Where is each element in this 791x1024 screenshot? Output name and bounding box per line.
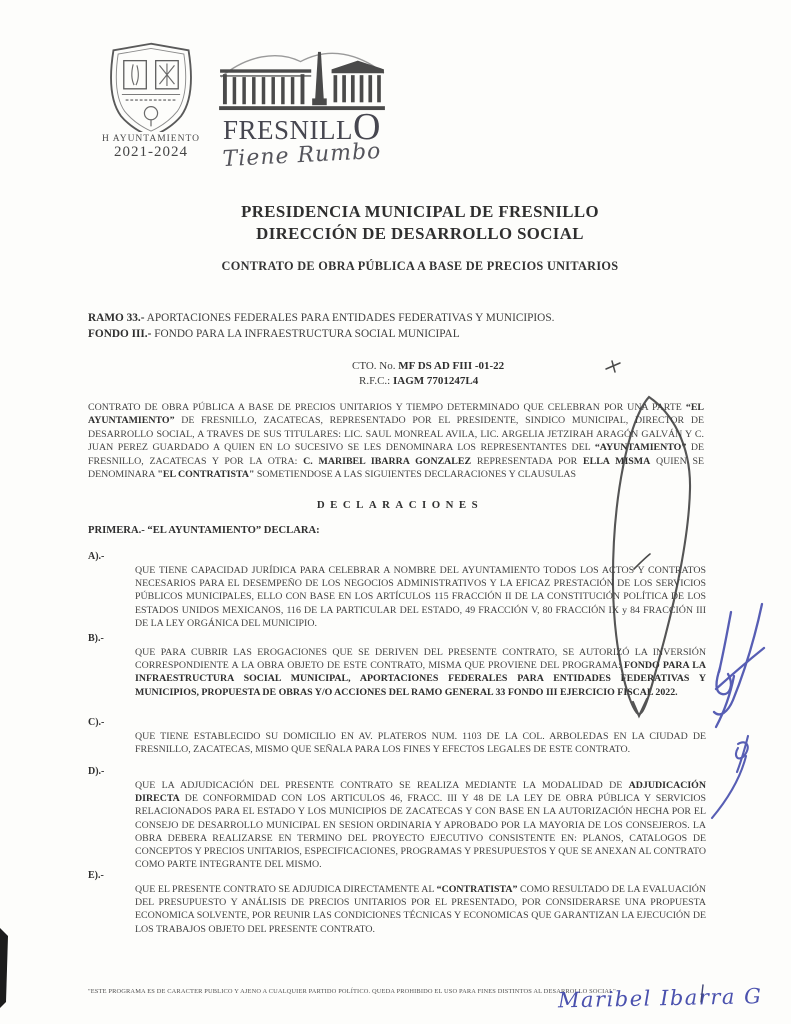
section-text — [135, 564, 706, 630]
declaration-section-a — [88, 551, 706, 630]
section-text-pre: QUE PARA CUBRIR LAS EROGACIONES QUE SE DERIVEN DEL PRESENTE CONTRATO, SE AUTORIZÓ LA INVERSIÓN CORRESPONDIENTE A LA OBRA OBJETO DE ESTE CONTRATO, MISMA QUE PROVIENE DEL PROGRAMA: — [135, 647, 706, 672]
intro-seg: CONTRATO DE OBRA PÚBLICA A BASE DE PRECIOS UNITARIOS Y TIEMPO DETERMINADO QUE CELEBRAN POR UNA PARTE — [88, 402, 686, 413]
blue-ink-paraph — [714, 604, 764, 727]
pen-squiggle-mark — [606, 361, 620, 372]
declaration-section-e — [88, 870, 706, 936]
section-text — [135, 779, 706, 871]
fondo-line — [88, 327, 710, 343]
section-text-pre: QUE LA ADJUDICACIÓN DEL PRESENTE CONTRATO SE REALIZA MEDIANTE LA MODALIDAD DE — [135, 780, 629, 791]
contract-number-value: MF DS AD FIII -01-22 — [398, 360, 505, 372]
municipal-crest — [92, 40, 210, 161]
intro-seg: REPRESENTADA POR — [471, 455, 584, 467]
rfc-label: R.F.C.: — [359, 374, 393, 387]
scan-artifact-left-edge — [0, 928, 8, 1008]
declaration-section-d — [88, 766, 706, 871]
party-ayuntamiento-2: “AYUNTAMIENTO” — [594, 442, 687, 454]
section-label: B).- — [88, 633, 104, 644]
section-label: D).- — [88, 766, 105, 777]
section-text — [135, 646, 706, 699]
intro-paragraph — [88, 401, 704, 481]
declarations-heading: DECLARACIONES — [316, 499, 484, 511]
section-label: C).- — [88, 717, 105, 728]
monument-icon — [216, 48, 388, 112]
primera-heading: PRIMERA.- “EL AYUNTAMIENTO” DECLARA: — [88, 525, 320, 536]
title-line-1: PRESIDENCIA MUNICIPAL DE FRESNILLO — [241, 202, 599, 221]
contract-number-line — [352, 359, 504, 374]
page-title — [85, 201, 755, 244]
section-text-post: DE CONFORMIDAD CON LOS ARTICULOS 46, FRACC. III Y 48 DE LA LEY DE OBRA PÚBLICA Y SERVICIOS RELACIONADOS PARA EL ESTADO Y LOS MUNICIPIOS DE ZACATECAS Y CON BASE EN LA AUTORIZACIÓN HECHA POR EL CONSEJO DE DESARROLLO MUNICIPAL EN SESION ORDINARIA Y APROBADO POR LA MAYORIA DE LOS CONSEJEROS. LA OBRA DEBERA REALIZARSE EN TERMINO DEL PROYECTO EJECUTIVO CONSISTENTE EN: PLANOS, CATALOGOS DE CONCEPTOS Y PRECIOS UNITARIOS, ESPECIFICACIONES, PROGRAMAS Y PRESUPUESTOS Y QUE SE ANEXAN AL CONTRATO COMO PARTE INTEGRANTE DEL MISMO. — [135, 793, 706, 871]
intro-seg: QUIEN SE DENOMINARA — [88, 455, 705, 481]
section-text-post: COMO RESULTADO DE LA EVALUACIÓN DEL PRESUPUESTO Y ANÁLISIS DE PRECIOS UNITARIOS POR EL PRESENTADO, POR CONSIDERARSE UNA PROPUESTA ECONOMICA SOLVENTE, POR REUNIR LAS CONDICIONES TÉCNICAS Y ECONOMICAS QUE GARANTIZAN LA EJECUCIÓN DE LOS TRABAJOS OBJETO DEL PRESENTE CONTRATO. — [135, 884, 706, 935]
ramo-line — [88, 311, 710, 327]
section-text-bold: “CONTRATISTA” — [436, 884, 518, 895]
ramo-label: RAMO 33.- — [88, 312, 145, 324]
party-contratista: "EL CONTRATISTA" — [157, 469, 255, 481]
contract-reference — [352, 359, 504, 389]
intro-bold: ELLA MISMA — [583, 455, 651, 467]
section-label: E).- — [88, 870, 104, 881]
brand-tagline: Tiene Rumbo — [222, 138, 382, 173]
contract-subtitle: CONTRATO DE OBRA PÚBLICA A BASE DE PRECIOS UNITARIOS — [221, 259, 619, 273]
declaration-section-b — [88, 633, 706, 699]
brand-name-head: FRESNILL — [223, 115, 354, 145]
section-text — [135, 730, 706, 756]
rfc-line — [352, 374, 504, 389]
contractor-name: C. MARIBEL IBARRA GONZALEZ — [303, 455, 472, 467]
section-text — [135, 883, 706, 936]
title-line-2: DIRECCIÓN DE DESARROLLO SOCIAL — [256, 223, 584, 243]
crest-caption: H AYUNTAMIENTO — [102, 134, 200, 144]
ramo-text: APORTACIONES FEDERALES PARA ENTIDADES FEDERATIVAS Y MUNICIPIOS. — [144, 312, 555, 324]
declaration-section-c — [88, 717, 706, 756]
section-text-pre: QUE EL PRESENTE CONTRATO SE ADJUDICA DIRECTAMENTE AL — [135, 884, 437, 895]
section-label: A).- — [88, 551, 105, 562]
party-ayuntamiento: “EL AYUNTAMIENTO” — [88, 402, 704, 427]
fondo-label: FONDO III.- — [88, 327, 152, 340]
program-block — [88, 311, 710, 342]
section-text-pre: QUE TIENE ESTABLECIDO SU DOMICILIO EN AV. PLATEROS NUM. 1103 DE LA COL. ARBOLEDAS EN LA CIUDAD DE FRESNILLO, ZACATECAS, MISMO QUE SEÑALA PARA LOS FINES Y EFECTOS LEGALES DE ESTE CONTRATO. — [135, 731, 706, 756]
section-text-pre: QUE TIENE CAPACIDAD JURÍDICA PARA CELEBRAR A NOMBRE DEL AYUNTAMIENTO TODOS LOS ACTOS Y CONTRATOS NECESARIOS PARA EL DESEMPEÑO DE LOS NEGOCIOS ADMINISTRATIVOS Y LA EFICAZ PRESTACIÓN DE LOS SERVICIOS PÚBLICOS MUNICIPALES, ELLO CON BASE EN LOS ARTÍCULOS 115 FRACCIÓN II DE LA CONSTITUCIÓN POLÍTICA DE LOS ESTADOS UNIDOS MEXICANOS, 116 DE LA PARTICULAR DEL ESTADO, 49 FRACCIÓN V, 80 FRACCIÓN IX y 84 FRACCIÓN III DE LA LEY ORGÁNICA DEL MUNICIPIO. — [135, 565, 706, 629]
rfc-value: IAGM 7701247L4 — [392, 374, 479, 387]
intro-seg: SOMETIENDOSE A LAS SIGUIENTES DECLARACIONES Y CLAUSULAS — [254, 469, 577, 481]
crest-term: 2021-2024 — [114, 144, 188, 160]
intro-seg: DE FRESNILLO, ZACATECAS, REPRESENTADO POR EL PRESIDENTE, SINDICO MUNICIPAL, DIRECTOR DE DESARROLLO SOCIAL, A TRAVES DE SUS TITULARES: LIC. SAUL MONREAL AVILA, LIC. ARGELIA JETZIRAH ARAGÓN GALVÁN Y C. JUAN PEREZ GUARDADO A QUIEN EN LO SUCESIVO SE LES DENOMINARA LOS REPRESENTANTES DEL — [88, 415, 704, 454]
section-text-bold: FONDO PARA LA INFRAESTRUCTURA SOCIAL MUNICIPAL, APORTACIONES FEDERALES PARA ENTIDADES FEDERATIVAS Y MUNICIPIOS, PROPUESTA DE OBRAS Y/O ACCIONES DEL RAMO GENERAL 33 FONDO III EJERCICIO FISCAL 2022. — [135, 660, 706, 698]
fresnillo-logo — [206, 48, 398, 173]
crest-shield-icon — [99, 40, 203, 132]
brand-name-tail: O — [353, 106, 381, 148]
section-text-bold: ADJUDICACIÓN DIRECTA — [135, 780, 706, 805]
handwritten-signature: Maribel Ibarra G — [557, 984, 763, 1013]
fondo-text: FONDO PARA LA INFRAESTRUCTURA SOCIAL MUNICIPAL — [151, 327, 460, 340]
contract-number-label: CTO. No. — [352, 360, 399, 372]
blue-ink-flourish — [712, 736, 748, 818]
intro-seg: DE FRESNILLO, ZACATECAS Y POR LA OTRA: — [88, 442, 704, 467]
footer-disclaimer: "ESTE PROGRAMA ES DE CARACTER PUBLICO Y AJENO A CUALQUIER PARTIDO POLÍTICO. QUEDA PROHIBIDO EL USO PARA FINES DISTINTOS AL DESARROLLO SOCIAL" — [88, 988, 616, 995]
